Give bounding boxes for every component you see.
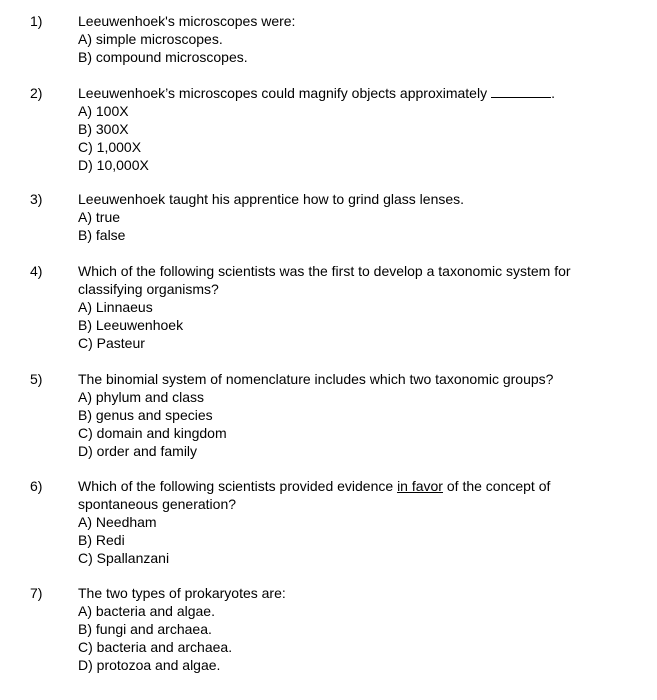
answer-option: C) bacteria and archaea. [78,639,233,655]
answer-option: A) Linnaeus [78,299,153,315]
question-number: 1) [30,13,43,29]
question-stem: Leeuwenhoek taught his apprentice how to grind glass lenses. [78,191,465,207]
question-stem [78,477,638,495]
answer-option: B) false [78,227,126,243]
answer-option: C) Pasteur [78,335,145,351]
answer-option: B) Leeuwenhoek [78,317,184,333]
answer-option: A) 100X [78,103,129,119]
question-number: 4) [30,263,43,279]
fill-in-blank [491,84,551,98]
answer-option: A) true [78,209,121,225]
answer-option: C) Spallanzani [78,550,170,566]
answer-option: A) simple microscopes. [78,31,223,47]
question-stem-end: . [551,85,555,101]
answer-option: C) domain and kingdom [78,425,227,441]
answer-option: B) compound microscopes. [78,49,248,65]
underlined-phrase: in favor [397,478,443,494]
answer-option: A) bacteria and algae. [78,603,215,619]
question-stem [78,84,638,102]
answer-option: D) order and family [78,443,198,459]
question-number: 6) [30,478,43,494]
answer-option: A) Needham [78,514,157,530]
question-stem-text: Leeuwenhoek’s microscopes could magnify objects approximately [78,85,488,101]
question-stem: Which of the following scientists was the first to develop a taxonomic system for [78,263,571,279]
answer-option: C) 1,000X [78,139,142,155]
answer-option: B) fungi and archaea. [78,621,212,637]
answer-option: D) protozoa and algae. [78,657,221,673]
answer-option: B) Redi [78,532,125,548]
answer-option: B) 300X [78,121,129,137]
question-stem: spontaneous generation? [78,496,237,512]
question-stem: The binomial system of nomenclature includes which two taxonomic groups? [78,371,554,387]
answer-option: A) phylum and class [78,389,205,405]
question-stem: classifying organisms? [78,281,219,297]
answer-option: B) genus and species [78,407,213,423]
question-number: 2) [30,85,43,101]
question-number: 7) [30,585,43,601]
question-stem: Leeuwenhoek's microscopes were: [78,13,296,29]
question-stem-text: Which of the following scientists provided evidence [78,478,398,494]
answer-option: D) 10,000X [78,157,149,173]
question-number: 3) [30,191,43,207]
question-number: 5) [30,371,43,387]
question-stem: The two types of prokaryotes are: [78,585,286,601]
question-stem-text: of the concept of [442,478,551,494]
